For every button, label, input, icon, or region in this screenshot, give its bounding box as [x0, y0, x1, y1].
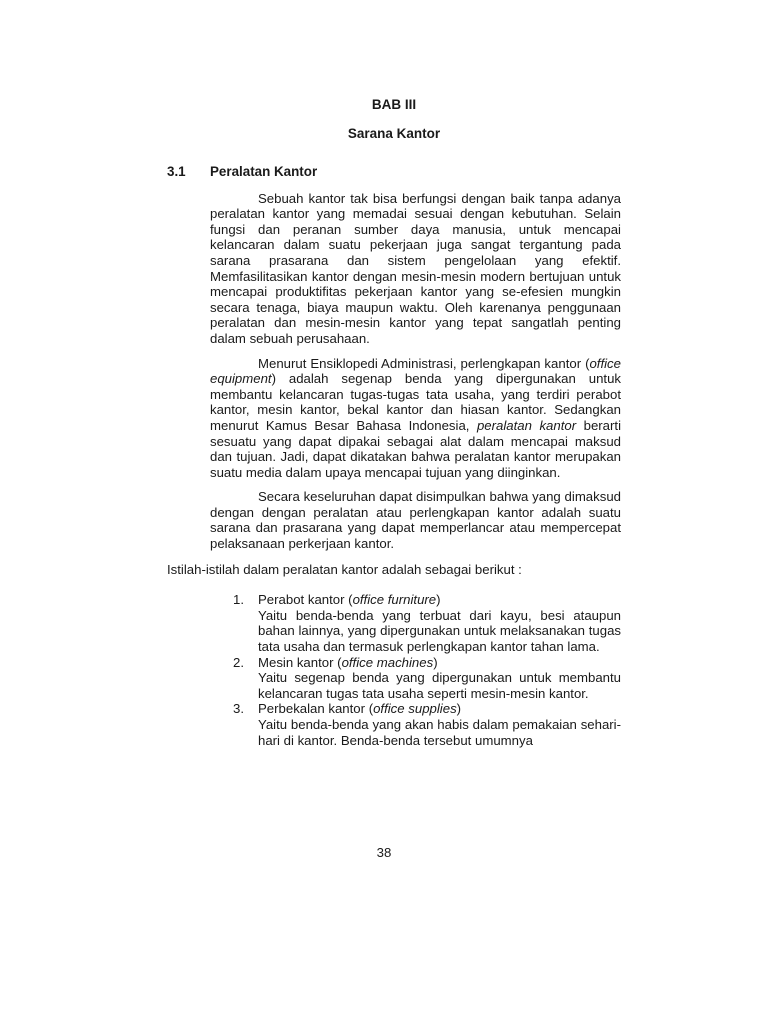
- list-item: [233, 655, 621, 702]
- section-heading: [167, 164, 621, 180]
- paragraph: Menurut Ensiklopedi Administrasi, perlengkapan kantor (office equipment) adalah segenap benda yang dipergunakan untuk membantu kelancaran tugas-tugas tata usaha, yang terdiri perabot kantor, mesin kantor, bekal kantor dan hiasan kantor. Sedangkan menurut Kamus Besar Bahasa Indonesia, peralatan kantor berarti sesuatu yang dapat dipakai sebagai alat dalam mencapai maksud dan tujuan. Jadi, dapat dikatakan bahwa peralatan kantor merupakan suatu media dalam upaya mencapai tujuan yang diinginkan.: [210, 355, 622, 480]
- paragraph: Secara keseluruhan dapat disimpulkan bahwa yang dimaksud dengan dengan peralatan atau perlengkapan kantor adalah suatu sarana dan prasarana yang dapat memperlancar atau mempercepat pelaksanaan perkerjaan kantor.: [210, 489, 621, 552]
- section-body: [210, 191, 621, 552]
- chapter-subtitle: Sarana Kantor: [347, 126, 441, 141]
- list-item-title: Perabot kantor (office furniture): [258, 592, 441, 608]
- list-item-text: [258, 592, 621, 654]
- list-item-number: 2.: [233, 654, 244, 670]
- list-intro: Istilah-istilah dalam peralatan kantor adalah sebagai berikut :: [167, 561, 522, 577]
- list-item-text: [258, 701, 621, 748]
- list-item-body: Yaitu benda-benda yang akan habis dalam pemakaian sehari-hari di kantor. Benda-benda tersebut umumnya: [258, 717, 621, 748]
- chapter-title: BAB III: [371, 97, 417, 112]
- list-item: [233, 592, 621, 654]
- list-item-body: Yaitu segenap benda yang dipergunakan untuk membantu kelancaran tugas tata usaha seperti mesin-mesin kantor.: [258, 670, 621, 701]
- section-number: 3.1: [167, 164, 186, 179]
- list-item-number: 1.: [233, 592, 244, 608]
- list-item-number: 3.: [233, 701, 244, 717]
- list-item-text: [258, 655, 621, 702]
- page-content: [167, 164, 621, 748]
- list-item-body: Yaitu benda-benda yang terbuat dari kayu, besi ataupun bahan lainnya, yang dipergunakan untuk melaksanakan tugas tata usaha dan termasuk perlengkapan kantor tahan lama.: [258, 607, 621, 655]
- numbered-list: [233, 592, 621, 748]
- list-item: [233, 701, 621, 748]
- list-item-title: Mesin kantor (office machines): [258, 654, 438, 670]
- list-item-title: Perbekalan kantor (office supplies): [258, 701, 462, 717]
- section-title: Peralatan Kantor: [210, 164, 318, 179]
- paragraph: Sebuah kantor tak bisa berfungsi dengan baik tanpa adanya peralatan kantor yang memadai sesuai dengan kebutuhan. Selain fungsi dan peranan sumber daya manusia, untuk mencapai kelancaran dalam suatu pekerjaan juga sangat tergantung pada sarana prasarana dan sistem pengelolaan yang efektif. Memfasilitasikan kantor dengan mesin-mesin modern bertujuan untuk mencapai produktifitas pekerjaan kantor yang se-efesien mungkin secara tenaga, biaya maupun waktu. Oleh karenanya penggunaan peralatan dan mesin-mesin kantor yang tepat sangatlah penting dalam sebuah perusahaan.: [210, 190, 621, 346]
- page-number: 38: [376, 845, 392, 860]
